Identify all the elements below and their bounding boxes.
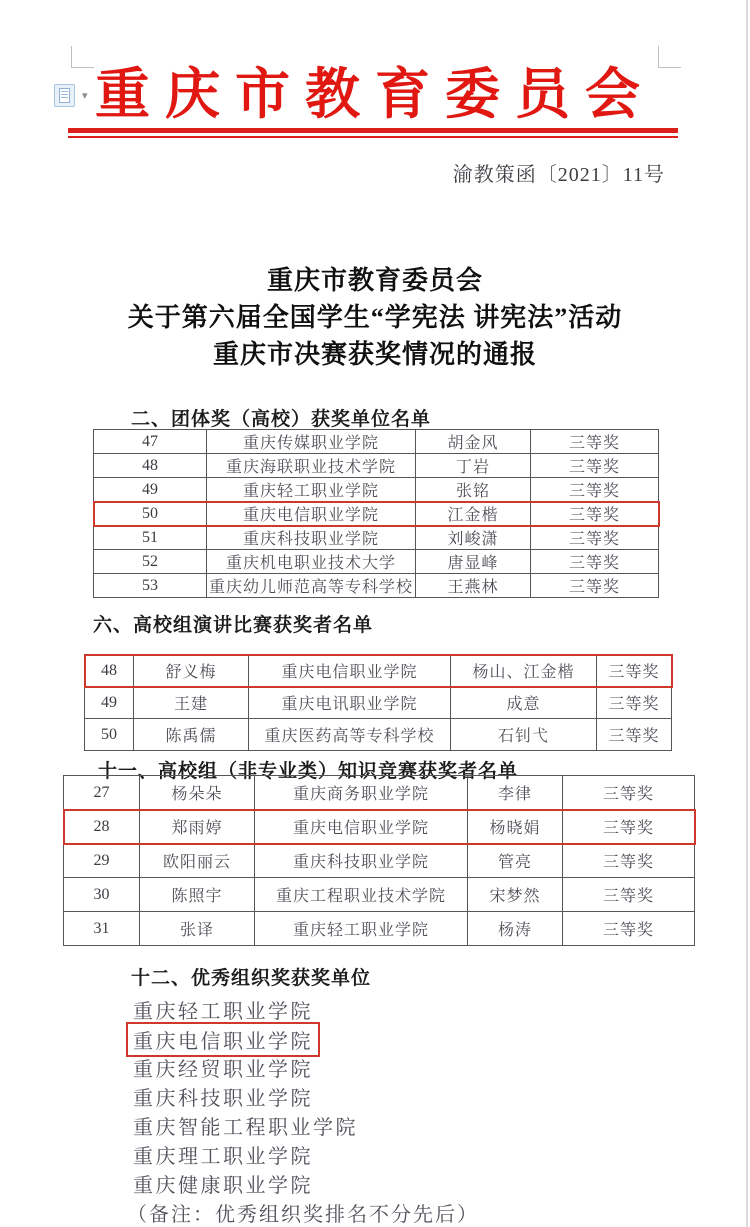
- table-cell: 重庆机电职业技术大学: [207, 550, 416, 574]
- list-item-text: 重庆轻工职业学院: [133, 1001, 313, 1023]
- table-cell: 重庆商务职业学院: [255, 776, 468, 810]
- letterhead-title: 重庆市教育委员会: [94, 64, 655, 125]
- org-award-list: [133, 995, 358, 1198]
- table-cell: 重庆科技职业学院: [207, 526, 416, 550]
- table-cell: 重庆电信职业学院: [255, 810, 468, 844]
- table-cell: 31: [64, 912, 140, 946]
- table-cell: 张译: [140, 912, 255, 946]
- table-cell: 重庆工程职业技术学院: [255, 878, 468, 912]
- table-cell: 三等奖: [563, 776, 695, 810]
- letterhead-separator-thick: [68, 128, 678, 133]
- table-row: [85, 719, 672, 751]
- table-cell: 三等奖: [563, 810, 695, 844]
- table-row: [64, 776, 695, 810]
- table-cell: 郑雨婷: [140, 810, 255, 844]
- table-cell: 宋梦然: [468, 878, 563, 912]
- table-cell: 丁岩: [416, 454, 531, 478]
- table-cell: 三等奖: [531, 574, 659, 598]
- notice-title-line-2: 关于第六届全国学生“学宪法 讲宪法”活动: [127, 303, 623, 332]
- table-cell: 51: [94, 526, 207, 550]
- list-item-text: 重庆理工职业学院: [133, 1146, 313, 1168]
- table-cell: 成意: [451, 687, 597, 719]
- list-item-text-highlighted: 重庆电信职业学院: [126, 1022, 320, 1057]
- table-cell: 三等奖: [563, 878, 695, 912]
- table-cell: 三等奖: [563, 912, 695, 946]
- speech-contest-table: [84, 654, 672, 751]
- table-cell: 重庆幼儿师范高等专科学校: [207, 574, 416, 598]
- table-cell: 重庆电信职业学院: [207, 502, 416, 526]
- table-cell: 三等奖: [531, 454, 659, 478]
- table-cell: 杨山、江金楷: [451, 655, 597, 687]
- section-heading-quiz-contest: 十一、高校组（非专业类）知识竞赛获奖者名单: [98, 761, 519, 782]
- table-row: [94, 550, 659, 574]
- table-cell: 48: [85, 655, 134, 687]
- page-edge-line: [746, 0, 748, 1227]
- table-cell: 49: [94, 478, 207, 502]
- table-row: [64, 912, 695, 946]
- table-cell: 50: [94, 502, 207, 526]
- list-item: [133, 1111, 358, 1140]
- table-cell: 陈禹儒: [134, 719, 249, 751]
- table-cell: 重庆科技职业学院: [255, 844, 468, 878]
- table-cell: 重庆传媒职业学院: [207, 430, 416, 454]
- table-cell: 47: [94, 430, 207, 454]
- table-row-highlighted: [85, 655, 672, 687]
- table-cell: 50: [85, 719, 134, 751]
- list-item: [133, 995, 358, 1024]
- table-cell: 重庆医药高等专科学校: [249, 719, 451, 751]
- table-row: [94, 430, 659, 454]
- table-cell: 重庆海联职业技术学院: [207, 454, 416, 478]
- table-cell: 三等奖: [597, 719, 672, 751]
- list-item: [133, 1024, 358, 1053]
- table-cell: 刘峻潇: [416, 526, 531, 550]
- table-cell: 王燕林: [416, 574, 531, 598]
- section-heading-team-award: 二、团体奖（高校）获奖单位名单: [131, 409, 432, 430]
- table-cell: 杨朵朵: [140, 776, 255, 810]
- section-heading-speech-contest: 六、高校组演讲比赛获奖者名单: [93, 615, 374, 636]
- table-cell: 三等奖: [563, 844, 695, 878]
- table-cell: 三等奖: [597, 655, 672, 687]
- table-cell: 30: [64, 878, 140, 912]
- table-row: [85, 687, 672, 719]
- table-cell: 杨晓娟: [468, 810, 563, 844]
- table-cell: 52: [94, 550, 207, 574]
- table-cell: 重庆电信职业学院: [249, 655, 451, 687]
- table-cell: 王建: [134, 687, 249, 719]
- table-cell: 三等奖: [531, 550, 659, 574]
- notice-title-line-3: 重庆市决赛获奖情况的通报: [212, 340, 537, 369]
- table-cell: 三等奖: [531, 430, 659, 454]
- list-item-text: 重庆健康职业学院: [133, 1175, 313, 1197]
- section-heading-org-award: 十二、优秀组织奖获奖单位: [131, 968, 372, 989]
- table-cell: 29: [64, 844, 140, 878]
- document-number: 渝教策函〔2021〕11号: [452, 164, 665, 186]
- table-cell: 管亮: [468, 844, 563, 878]
- list-item: [133, 1169, 358, 1198]
- table-cell: 舒义梅: [134, 655, 249, 687]
- notice-title-line-1: 重庆市教育委员会: [266, 266, 483, 295]
- list-item: [133, 1140, 358, 1169]
- table-cell: 三等奖: [531, 502, 659, 526]
- dropdown-arrow-icon: ▾: [82, 89, 88, 102]
- team-award-table: [93, 429, 659, 598]
- org-award-note: （备注：优秀组织奖排名不分先后）: [127, 1204, 479, 1226]
- table-cell: 53: [94, 574, 207, 598]
- table-row: [94, 526, 659, 550]
- table-cell: 陈照宇: [140, 878, 255, 912]
- table-cell: 张铭: [416, 478, 531, 502]
- table-cell: 重庆电讯职业学院: [249, 687, 451, 719]
- table-row: [64, 844, 695, 878]
- list-item-text: 重庆经贸职业学院: [133, 1059, 313, 1081]
- table-cell: 48: [94, 454, 207, 478]
- table-cell: 江金楷: [416, 502, 531, 526]
- list-item-text: 重庆智能工程职业学院: [133, 1117, 358, 1139]
- table-row: [94, 454, 659, 478]
- table-cell: 李律: [468, 776, 563, 810]
- table-cell: 三等奖: [531, 478, 659, 502]
- table-row-highlighted: [94, 502, 659, 526]
- quiz-contest-table: [63, 775, 695, 946]
- table-cell: 胡金风: [416, 430, 531, 454]
- table-row: [94, 574, 659, 598]
- table-cell: 重庆轻工职业学院: [207, 478, 416, 502]
- table-row: [94, 478, 659, 502]
- table-cell: 杨涛: [468, 912, 563, 946]
- table-cell: 石钊弋: [451, 719, 597, 751]
- table-cell: 49: [85, 687, 134, 719]
- table-cell: 欧阳丽云: [140, 844, 255, 878]
- table-cell: 27: [64, 776, 140, 810]
- table-row: [64, 878, 695, 912]
- table-cell: 三等奖: [531, 526, 659, 550]
- list-item: [133, 1082, 358, 1111]
- list-item-text: 重庆科技职业学院: [133, 1088, 313, 1110]
- list-item: [133, 1053, 358, 1082]
- table-cell: 唐显峰: [416, 550, 531, 574]
- table-cell: 重庆轻工职业学院: [255, 912, 468, 946]
- notice-title: [0, 262, 750, 373]
- letterhead-separator-thin: [68, 136, 678, 138]
- table-row-highlighted: [64, 810, 695, 844]
- table-cell: 三等奖: [597, 687, 672, 719]
- table-cell: 28: [64, 810, 140, 844]
